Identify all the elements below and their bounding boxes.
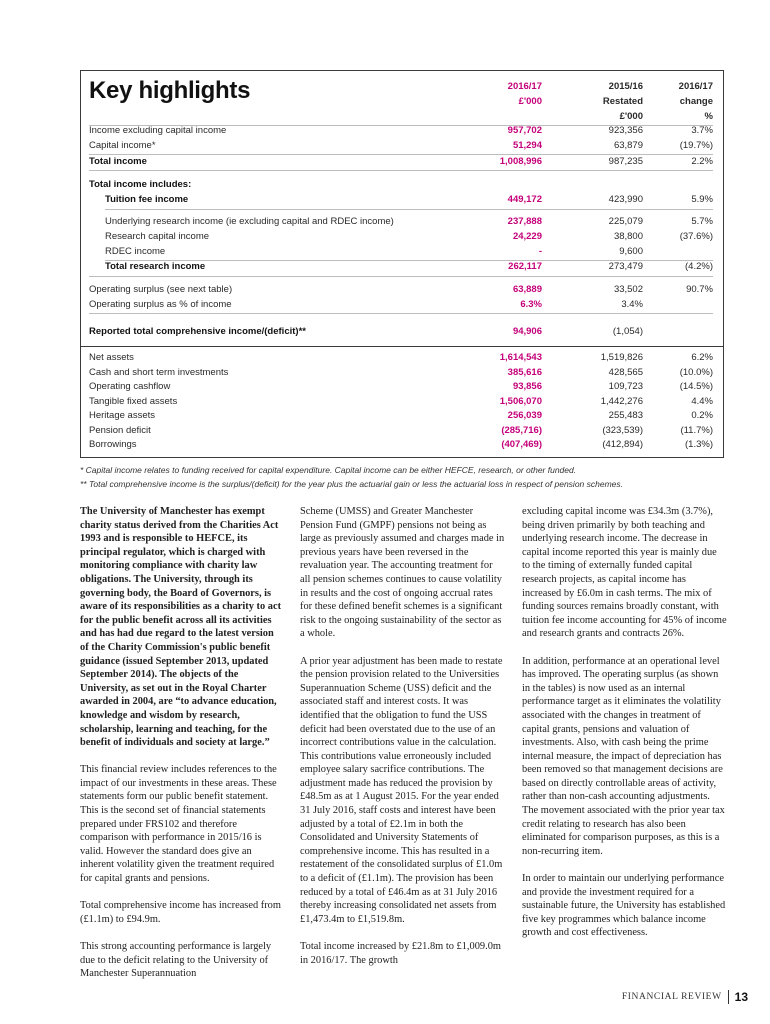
table-row: RDEC income - 9,600 — [105, 246, 643, 257]
table-row: Operating surplus (see next table) 63,889 33,502 90.7% — [89, 284, 713, 295]
paragraph: In addition, performance at an operational level has improved. The operating surplus (as shown in the tables) is now used as an internal performance target as it eliminates the volatility associated with the changes in treatment of capital grants, pensions and valuation of investments. Also, with cash being the prime internal measure, the impact of depreciation has been removed so that management decisions are based on directly controllable areas of activity, rather than non-cash accounting adjustments. The movement associated with the prior year tax credit relating to research has also been eliminated for comparison purposes, as this is a non-recurring item. — [522, 655, 725, 857]
table-row: Tangible fixed assets 1,506,070 1,442,276 4.4% — [89, 396, 713, 407]
text-column-2 — [300, 505, 505, 981]
row-divider — [89, 313, 713, 314]
table-row: Net assets 1,614,543 1,519,826 6.2% — [89, 352, 713, 363]
row-divider — [105, 209, 713, 210]
page-number: 13 — [734, 990, 748, 1004]
page-footer — [622, 990, 748, 1004]
table-row: Tuition fee income 449,172 423,990 5.9% — [105, 194, 713, 205]
table-row: Total research income 262,117 273,479 (4.2%) — [105, 261, 713, 272]
table-row: Operating cashflow 93,856 109,723 (14.5%) — [89, 381, 713, 392]
row-divider — [89, 170, 713, 171]
section-divider — [81, 346, 723, 347]
table-row: Total income 1,008,996 987,235 2.2% — [89, 156, 713, 167]
table-row: Total income includes: — [89, 179, 192, 190]
paragraph: Scheme (UMSS) and Greater Manchester Pension Fund (GMPF) pensions not being as large as previously assumed and charges made in previous years have been reversed in the revaluation year. The accounting treatment for all pension schemes continues to cause volatility in results and the cost of ongoing accrual rates for these defined benefit schemes is a significant risk to the ongoing sustainability of the sector as a whole. — [300, 506, 505, 640]
intro-paragraph: The University of Manchester has exempt charity status derived from the Charities Act 1993 and is responsible to HEFCE, its principal regulator, which is charged with monitoring compliance with charity law obligations. The University, through its governing body, the Board of Governors, is aware of its responsibilities as a charity to act for the public benefit across all its activities and has had due regard to the latest version of the Charity Commission's public benefit guidance (issued September 2013, updated September 2014). The objects of the University, as set out in the Royal Charter awarded in 2004, are “to advance education, knowledge and wisdom by research, scholarship, learning and teaching, for the benefit of individuals and society at large.” — [80, 506, 282, 749]
footer-separator — [728, 990, 729, 1004]
table-row: Borrowings (407,469) (412,894) (1.3%) — [89, 439, 713, 450]
table-row: Underlying research income (ie excluding capital and RDEC income) 237,888 225,079 5.7% — [105, 216, 713, 227]
key-highlights-table — [80, 70, 724, 458]
table-row: Capital income* 51,294 63,879 (19.7%) — [89, 140, 713, 151]
header-col-2016-17: 2016/17 £'000 — [507, 81, 542, 107]
paragraph: This strong accounting performance is largely due to the deficit relating to the University of Manchester Superannuation — [80, 941, 272, 980]
table-row: Research capital income 24,229 38,800 (37.6%) — [105, 231, 713, 242]
table-row: Cash and short term investments 385,616 428,565 (10.0%) — [89, 367, 713, 378]
paragraph: Total comprehensive income has increased from (£1.1m) to £94.9m. — [80, 900, 281, 925]
text-column-3 — [522, 505, 727, 954]
paragraph: Total income increased by £21.8m to £1,009.0m in 2016/17. The growth — [300, 941, 501, 966]
header-col-2015-16: 2015/16 Restated £'000 — [602, 81, 643, 122]
paragraph: This financial review includes references to the impact of our investments in these areas. These statements form our public benefit statement. This is the second set of financial statements prepared under FRS102 and therefore comparison with performance in 2015/16 is valid. However the standard does give an inherent volatility given the treatment required for capital grants and pensions. — [80, 764, 277, 885]
table-row: Income excluding capital income 957,702 923,356 3.7% — [89, 125, 713, 136]
table-row: Operating surplus as % of income 6.3% 3.4% — [89, 299, 643, 310]
paragraph: In order to maintain our underlying performance and provide the investment required for a sustainable future, the University has established five key programmes which balance income growth and cost effectiveness. — [522, 873, 726, 939]
text-column-1 — [80, 505, 285, 994]
footnote-capital-income: * Capital income relates to funding received for capital expenditure. Capital income can be either HEFCE, research, or other funded. — [80, 465, 577, 475]
paragraph: excluding capital income was £34.3m (3.7%), being driven primarily by both teaching and underlying research income. The decrease in capital income reported this year is mainly due to the timing of externally funded capital research projects, as capital income has increased by £6.0m in cash terms. The mix of funding sources remains broadly constant, with tuition fee income accounting for 45% of income and research grants and contracts 26%. — [522, 506, 727, 640]
footnote-comprehensive-income: ** Total comprehensive income is the surplus/(deficit) for the year plus the actuarial gain or less the actuarial loss in respect of pension schemes. — [80, 479, 624, 489]
row-divider — [89, 276, 713, 277]
paragraph: A prior year adjustment has been made to restate the pension provision related to the Universities Superannuation Scheme (USS) deficit and the associated staff and interest costs. It was identified that the obligation to fund the USS deficit had been overstated due to the use of an incorrect contributions value in the calculation. This contributions value erroneously included employee salary sacrifice contributions. The adjustment made has reduced the provision by £48.5m as at 1 August 2015. For the year ended 31 July 2016, staff costs and interest have been adjusted by a total of £2.1m in both the Consolidated and University Statements of comprehensive income. This has resulted in a restatement of the consolidated surplus of £1.0m to a deficit of (£1.1m). The provision has been reduced by a total of £46.4m as at 31 July 2016 thereby increasing consolidated net assets from £1,473.4m to £1,519.8m. — [300, 655, 503, 925]
footer-section-title: FINANCIAL REVIEW — [621, 992, 722, 1003]
table-row: Heritage assets 256,039 255,483 0.2% — [89, 410, 713, 421]
table-row: Reported total comprehensive income/(deficit)** 94,906 (1,054) — [89, 326, 643, 337]
table-row: Pension deficit (285,716) (323,539) (11.7%) — [89, 425, 713, 436]
header-col-change: 2016/17 change % — [678, 81, 713, 122]
table-title: Key highlights — [89, 77, 251, 104]
